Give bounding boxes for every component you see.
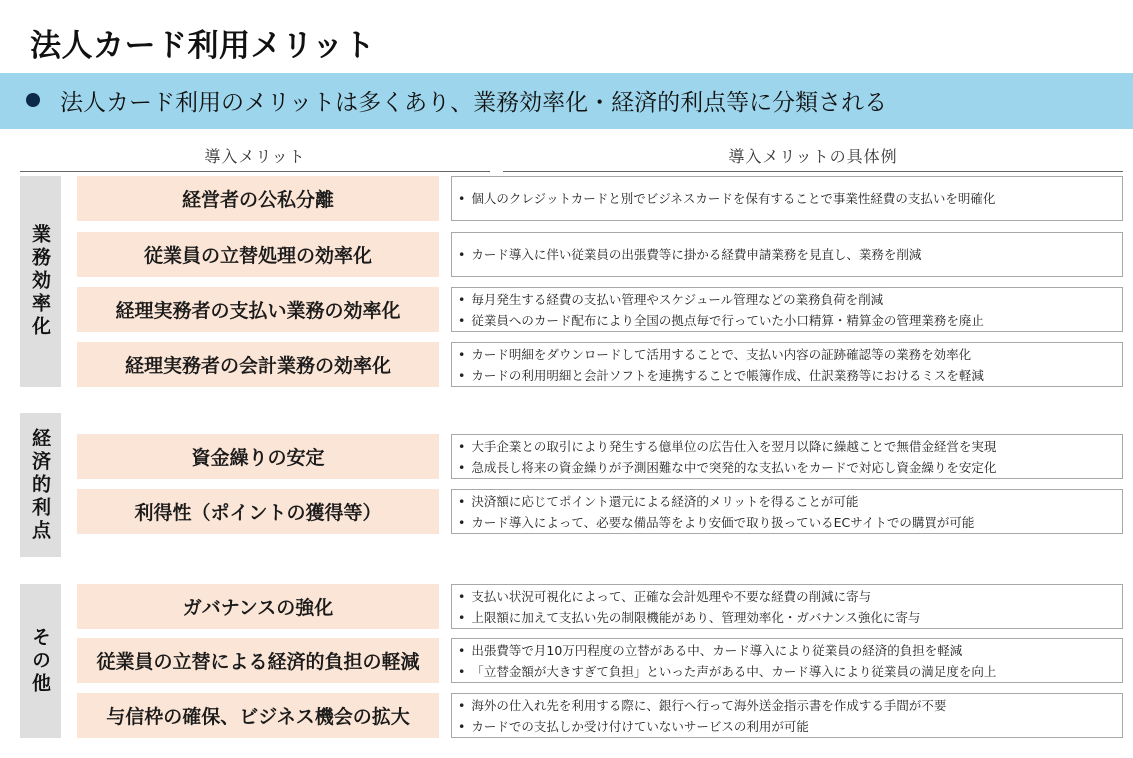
detail-bullet: • 「立替金額が大きすぎて負担」といった声がある中、カード導入により従業員の満足度を向上 [458, 661, 1118, 682]
detail-bullet: • 支払い状況可視化によって、正確な会計処理や不要な経費の削減に寄与 [458, 586, 1118, 607]
merit-title: 従業員の立替処理の効率化 [77, 232, 439, 277]
detail-bullet: • 出張費等で月10万円程度の立替がある中、カード導入により従業員の経済的負担を軽減 [458, 640, 1118, 661]
merit-title: 利得性（ポイントの獲得等） [77, 489, 439, 534]
detail-bullet: • 上限額に加えて支払い先の制限機能があり、管理効率化・ガバナンス強化に寄与 [458, 607, 1118, 628]
merit-title: 経理実務者の支払い業務の効率化 [77, 287, 439, 332]
detail-bullet: • カード導入によって、必要な備品等をより安価で取り扱っているECサイトでの購買が可能 [458, 512, 1118, 533]
merit-detail [451, 176, 1123, 221]
merit-detail [451, 489, 1123, 534]
detail-bullet: • カードでの支払しか受け付けていないサービスの利用が可能 [458, 716, 1118, 737]
merit-title: 従業員の立替による経済的負担の軽減 [77, 638, 439, 683]
merit-detail [451, 287, 1123, 332]
detail-bullet: • 従業員へのカード配布により全国の拠点毎で行っていた小口精算・精算金の管理業務を廃止 [458, 310, 1118, 331]
group-label-other: その他 [20, 584, 61, 738]
detail-bullet: • カードの利用明細と会計ソフトを連携することで帳簿作成、仕訳業務等におけるミスを軽減 [458, 365, 1118, 386]
column-header-merit: 導入メリット [20, 144, 490, 172]
group-label-economic: 経済的利点 [20, 413, 61, 557]
merit-detail [451, 342, 1123, 387]
detail-bullet: • 決済額に応じてポイント還元による経済的メリットを得ることが可能 [458, 491, 1118, 512]
merit-title: 経理実務者の会計業務の効率化 [77, 342, 439, 387]
page-title: 法人カード利用メリット [30, 28, 376, 64]
summary-banner [0, 73, 1133, 129]
merit-detail [451, 434, 1123, 479]
merit-title: ガバナンスの強化 [77, 584, 439, 629]
detail-bullet: • 毎月発生する経費の支払い管理やスケジュール管理などの業務負荷を削減 [458, 289, 1118, 310]
detail-bullet: • カード明細をダウンロードして活用することで、支払い内容の証跡確認等の業務を効率化 [458, 344, 1118, 365]
detail-bullet: • 海外の仕入れ先を利用する際に、銀行へ行って海外送金指示書を作成する手間が不要 [458, 695, 1118, 716]
column-header-examples: 導入メリットの具体例 [503, 144, 1123, 172]
group-label-efficiency: 業務効率化 [20, 176, 61, 387]
detail-bullet: • カード導入に伴い従業員の出張費等に掛かる経費申請業務を見直し、業務を削減 [458, 244, 1118, 265]
merit-detail [451, 232, 1123, 277]
merit-title: 経営者の公私分離 [77, 176, 439, 221]
merit-detail [451, 693, 1123, 738]
detail-bullet: • 急成長し将来の資金繰りが予測困難な中で突発的な支払いをカードで対応し資金繰りを安定化 [458, 457, 1118, 478]
detail-bullet: • 個人のクレジットカードと別でビジネスカードを保有することで事業性経費の支払いを明確化 [458, 188, 1118, 209]
merit-title: 与信枠の確保、ビジネス機会の拡大 [77, 693, 439, 738]
merit-detail [451, 638, 1123, 683]
merit-detail [451, 584, 1123, 629]
detail-bullet: • 大手企業との取引により発生する億単位の広告仕入を翌月以降に繰越ことで無借金経営を実現 [458, 436, 1118, 457]
summary-text: 法人カード利用のメリットは多くあり、業務効率化・経済的利点等に分類される [60, 90, 888, 116]
merit-title: 資金繰りの安定 [77, 434, 439, 479]
bullet-dot-icon [26, 93, 40, 107]
